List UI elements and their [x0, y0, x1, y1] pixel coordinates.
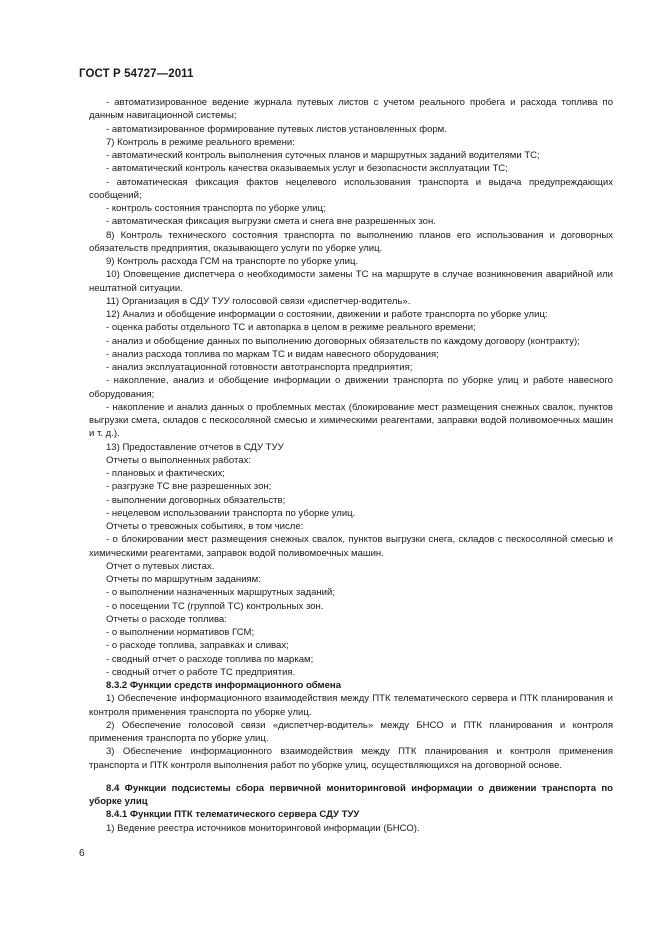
paragraph: 9) Контроль расхода ГСМ на транспорте по уборке улиц. — [106, 256, 359, 267]
document-header: ГОСТ Р 54727—2011 — [79, 68, 194, 80]
paragraph: 13) Предоставление отчетов в СДУ ТУУ — [106, 441, 284, 453]
paragraph: - сводный отчет о расходе топлива по маркам; — [106, 653, 314, 665]
paragraph: 7) Контроль в режиме реального времени: — [106, 136, 295, 148]
paragraph: 10) Оповещение диспетчера о необходимости замены ТС на маршруте в случае возникновения аварийной или нештатной ситуации. — [89, 269, 613, 294]
paragraph: - автоматическая фиксация фактов нецелевого использования транспорта и выдача предупреждающих сообщений; — [89, 176, 613, 201]
paragraph: - о выполнении нормативов ГСМ; — [106, 627, 255, 638]
paragraph: - о блокировании мест размещения снежных свалок, пунктов выгрузки снега, складов с пескосоляной смесью и химическими реагентами, заправок водой поливомоечных машин. — [89, 534, 613, 559]
paragraph: - анализ эксплуатационной готовности автотранспорта предприятия; — [106, 362, 413, 373]
paragraph: 12) Анализ и обобщение информации о состоянии, движении и работе транспорта по уборке улиц: — [106, 309, 548, 320]
paragraph: - автоматический контроль выполнения суточных планов и маршрутных заданий водителями ТС; — [106, 150, 540, 161]
paragraph: Отчеты по маршрутным заданиям: — [106, 574, 261, 585]
paragraph: - контроль состояния транспорта по уборке улиц; — [106, 203, 326, 214]
paragraph: 8) Контроль технического состояния транспорта по выполнению планов его использования и договорных обязательств предприятия, оказывающего услуги по уборке улиц. — [89, 229, 613, 254]
paragraph: Отчеты о расходе топлива: — [106, 613, 227, 625]
paragraph: 11) Организация в СДУ ТУУ голосовой связи «диспетчер-водитель». — [106, 295, 411, 307]
paragraph: - накопление и анализ данных о проблемных местах (блокирование мест размещения снежных свалок, пунктов выгрузки смета, складов с пескосоляной смесью и химическими реагентами, заправки водой поливомоечных машин и т. д.). — [89, 401, 613, 440]
paragraph: 1) Обеспечение информационного взаимодействия между ПТК телематического сервера и ПТК планирования и контроля применения транспорта по уборке улиц. — [89, 693, 613, 718]
paragraph: - автоматическая фиксация выгрузки смета и снега вне разрешенных зон. — [106, 216, 436, 228]
paragraph: - нецелевом использовании транспорта по уборке улиц. — [106, 507, 356, 519]
paragraph: - плановых и фактических; — [106, 468, 225, 479]
paragraph: - анализ расхода топлива по маркам ТС и видам навесного оборудования; — [106, 348, 439, 360]
paragraph: - о расходе топлива, заправках и сливах; — [106, 640, 289, 652]
paragraph: - автоматизированное формирование путевых листов установленных форм. — [106, 123, 447, 135]
paragraph: Отчеты о тревожных событиях, в том числе: — [106, 521, 304, 532]
paragraph: - сводный отчет о работе ТС предприятия. — [106, 666, 296, 678]
paragraph: - анализ и обобщение данных по выполнению договорных обязательств по каждому договору (контракту); — [106, 335, 580, 347]
paragraph: 3) Обеспечение информационного взаимодействия между ПТК планирования и контроля применения транспорта и ПТК контроля выполнения работ по уборке улиц, осуществляющихся на договорной основе. — [89, 746, 613, 771]
paragraph: - о посещении ТС (группой ТС) контрольных зон. — [106, 600, 324, 612]
paragraph: - о выполнении назначенных маршрутных заданий; — [106, 587, 335, 599]
paragraph: 1) Ведение реестра источников мониторинговой информации (БНСО). — [106, 822, 420, 834]
page-number: 6 — [79, 848, 85, 859]
section-heading-8-4-1: 8.4.1 Функции ПТК телематического сервера СДУ ТУУ — [106, 809, 360, 821]
paragraph: - автоматизированное ведение журнала путевых листов с учетом реального пробега и расхода топлива по данным навигационной системы; — [89, 97, 613, 122]
paragraph: Отчеты о выполненных работах: — [106, 454, 251, 466]
section-heading-8-4: 8.4 Функции подсистемы сбора первичной мониторинговой информации о движении транспорта по уборке улиц — [89, 782, 613, 807]
section-heading-8-3-2: 8.3.2 Функции средств информационного обмена — [106, 680, 342, 691]
paragraph: - автоматический контроль качества оказываемых услуг и безопасности эксплуатации ТС; — [106, 163, 508, 175]
paragraph: Отчет о путевых листах. — [106, 560, 215, 572]
paragraph: - оценка работы отдельного ТС и автопарка в целом в режиме реального времени; — [106, 322, 476, 334]
paragraph: - накопление, анализ и обобщение информации о движении транспорта по уборке улиц и работе навесного оборудования; — [89, 375, 613, 400]
document-body — [89, 96, 613, 835]
paragraph: - разгрузке ТС вне разрешенных зон; — [106, 481, 272, 493]
paragraph: - выполнении договорных обязательств; — [106, 494, 286, 506]
paragraph: 2) Обеспечение голосовой связи «диспетчер-водитель» между БНСО и ПТК планирования и контроля применения транспорта по уборке улиц. — [89, 719, 613, 744]
